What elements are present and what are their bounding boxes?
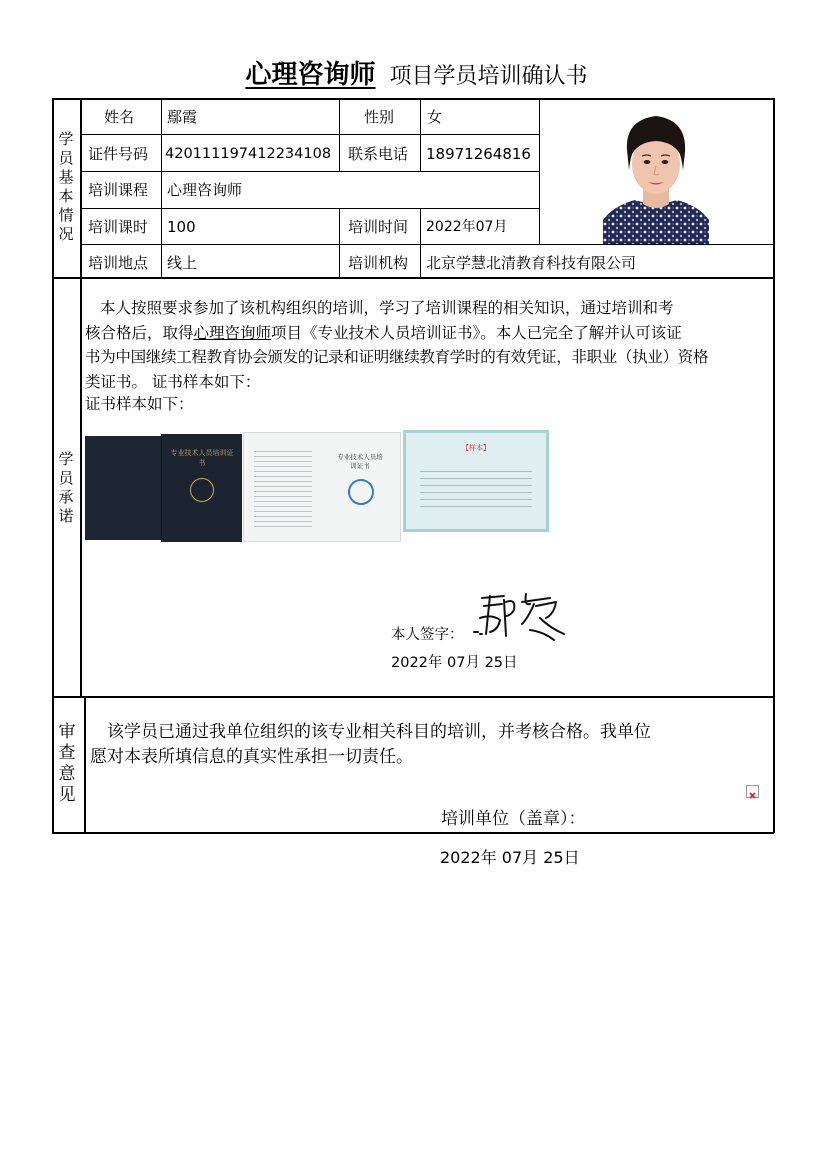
promise-line-3: 书为中国继续工程教育协会颁发的记录和证明继续教育学时的有效凭证，非职业（执业）资格 (85, 348, 709, 366)
section-label-promise: 学 员 承 诺 (58, 450, 74, 525)
gender-value: 女 (427, 108, 443, 126)
promise-line-5: 证书样本如下： (85, 395, 194, 413)
promise-text (85, 296, 765, 414)
cert-inner-left-lines (254, 447, 312, 527)
cert-inner-seal (348, 479, 374, 505)
gender-label: 性别 (364, 108, 395, 126)
cert-inner-title: 专业技术人员培训证书 (337, 453, 383, 470)
signature-label: 本人签字： (391, 627, 464, 643)
grid-v2 (339, 98, 340, 172)
phone-value: 18971264816 (426, 145, 531, 163)
section-label-basic: 学 员 基 本 情 况 (58, 130, 74, 243)
table-border-bottom (52, 832, 774, 834)
hours-value: 100 (167, 218, 196, 236)
student-photo (603, 110, 709, 244)
review-line-2: 愿对本表所填信息的真实性承担一切责任。 (90, 747, 413, 767)
place-label: 培训地点 (88, 254, 149, 272)
cert-back-cover (85, 436, 161, 540)
grid-h3 (80, 208, 539, 209)
stamp-label: 培训单位（盖章）： (441, 809, 586, 829)
review-date: 2022年 07月 25日 (440, 848, 580, 867)
org-value: 北京学慧北清教育科技有限公司 (426, 254, 637, 272)
document-title (0, 54, 827, 91)
review-label-line (84, 696, 86, 833)
grid-v3b (420, 208, 421, 278)
cert-sample-page (403, 430, 549, 532)
cert-inner-pages (243, 432, 401, 542)
promise-course: 心理咨询师 (193, 323, 272, 342)
title-course: 心理咨询师 (245, 60, 376, 90)
course-value: 心理咨询师 (167, 181, 243, 199)
label-column-line (80, 98, 82, 697)
id-label: 证件号码 (88, 145, 149, 163)
hours-label: 培训课时 (88, 218, 149, 236)
grid-h4 (80, 244, 774, 245)
certificate-samples (85, 430, 551, 542)
cert-cover-emblem (190, 478, 214, 502)
phone-label: 联系电话 (348, 145, 409, 163)
name-label: 姓名 (104, 108, 135, 126)
name-value: 鄢霞 (167, 108, 198, 126)
review-line-1: 该学员已通过我单位组织的该专业相关科目的培训，并考核合格。我单位 (107, 722, 651, 742)
org-label: 培训机构 (348, 254, 409, 272)
table-border-right (773, 98, 775, 833)
grid-v4 (539, 98, 540, 245)
divider-promise-review (52, 696, 774, 698)
cert-sample-tag: 【样本】 (462, 444, 490, 452)
handwritten-signature (470, 588, 574, 644)
broken-image-icon (746, 785, 759, 798)
promise-line-1: 本人按照要求参加了该机构组织的培训，学习了培训课程的相关知识，通过培训和考 (100, 299, 674, 317)
grid-h1 (80, 134, 539, 135)
review-text (90, 720, 750, 770)
grid-v1 (161, 98, 162, 278)
promise-line-2: 核合格后，取得心理咨询师项目《专业技术人员培训证书》。本人已完全了解并认可该证 (85, 323, 682, 342)
place-value: 线上 (167, 254, 198, 272)
section-label-review: 审 查 意 见 (58, 722, 76, 805)
time-label: 培训时间 (348, 218, 409, 236)
cert-front-cover (161, 434, 242, 542)
cert-sample-lines (420, 465, 532, 511)
id-value: 420111197412234108 (165, 146, 332, 162)
grid-h2 (80, 171, 539, 172)
course-label: 培训课程 (88, 181, 149, 199)
grid-v3 (420, 98, 421, 172)
title-rest: 项目学员培训确认书 (389, 64, 588, 89)
cert-cover-title: 专业技术人员培训证书 (170, 449, 234, 467)
grid-v2b (339, 208, 340, 278)
time-value: 2022年07月 (426, 219, 508, 235)
promise-line-4: 类证书。 证书样本如下： (85, 372, 261, 391)
signature-date: 2022年 07月 25日 (391, 655, 518, 671)
